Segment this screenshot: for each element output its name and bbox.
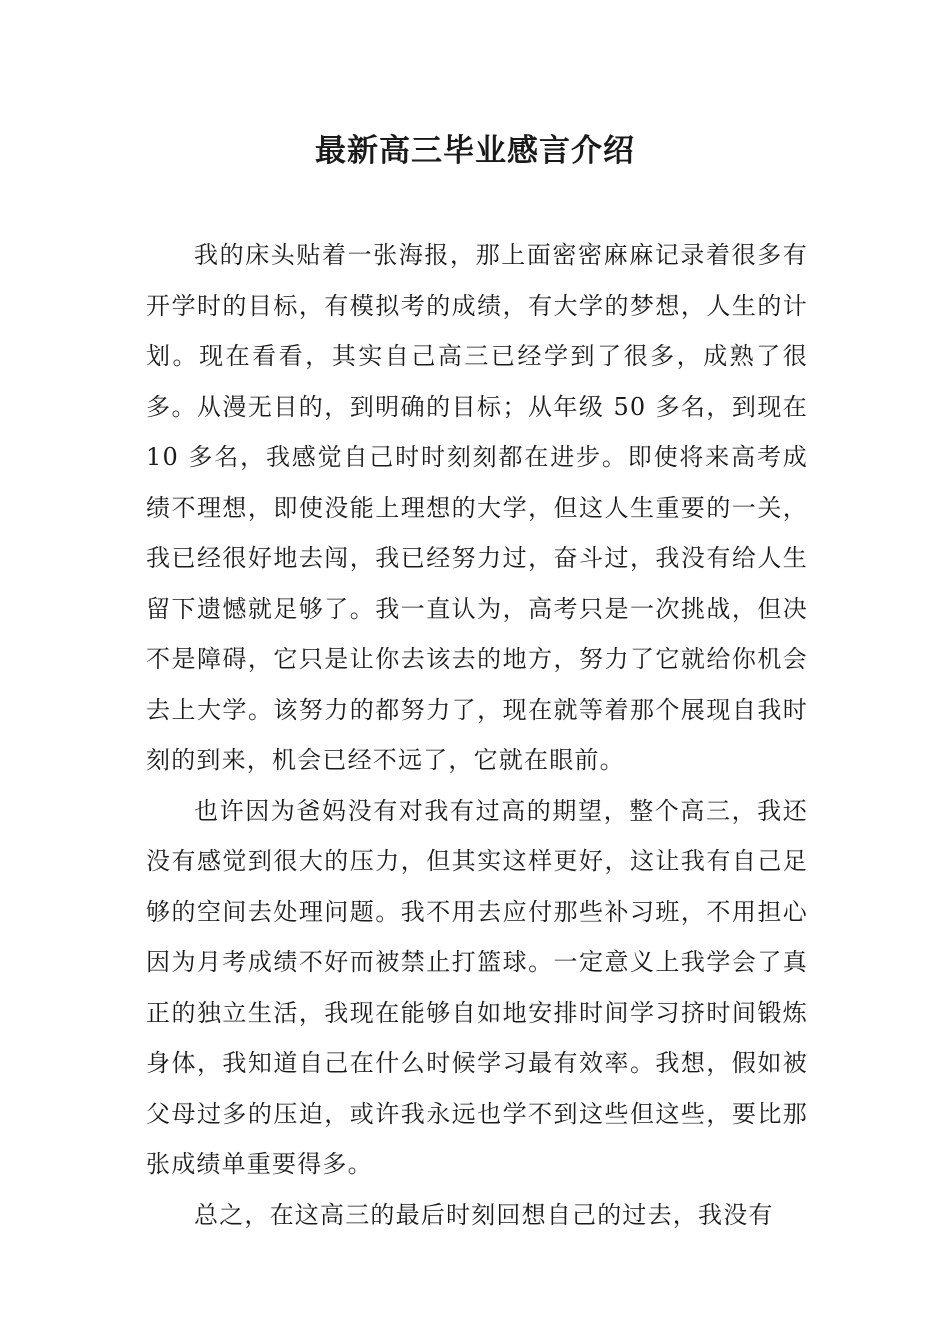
document-body	[146, 230, 808, 1240]
document-title: 最新高三毕业感言介绍	[315, 133, 635, 169]
paragraph-2: 也许因为爸妈没有对我有过高的期望，整个高三，我还没有感觉到很大的压力，但其实这样更好，这让我有自己足够的空间去处理问题。我不用去应付那些补习班，不用担心因为月考成绩不好而被禁止打篮球。一定意义上我学会了真正的独立生活，我现在能够自如地安排时间学习挤时间锻炼身体，我知道自己在什么时候学习最有效率。我想，假如被父母过多的压迫，或许我永远也学不到这些但这些，要比那张成绩单重要得多。	[146, 796, 808, 1178]
paragraph-3: 总之，在这高三的最后时刻回想自己的过去，我没有	[194, 1200, 774, 1229]
paragraph-1: 我的床头贴着一张海报，那上面密密麻麻记录着很多有开学时的目标，有模拟考的成绩，有大学的梦想，人生的计划。现在看看，其实自己高三已经学到了很多，成熟了很多。从漫无目的，到明确的目标；从年级 50 多名，到现在 10 多名，我感觉自己时时刻刻都在进步。即使将来高考成绩不理想，即使没能上理想的大学，但这人生重要的一关，我已经很好地去闯，我已经努力过，奋斗过，我没有给人生留下遗憾就足够了。我一直认为，高考只是一次挑战，但决不是障碍，它只是让你去该去的地方，努力了它就给你机会去上大学。该努力的都努力了，现在就等着那个展现自我时刻的到来，机会已经不远了，它就在眼前。	[146, 241, 808, 774]
